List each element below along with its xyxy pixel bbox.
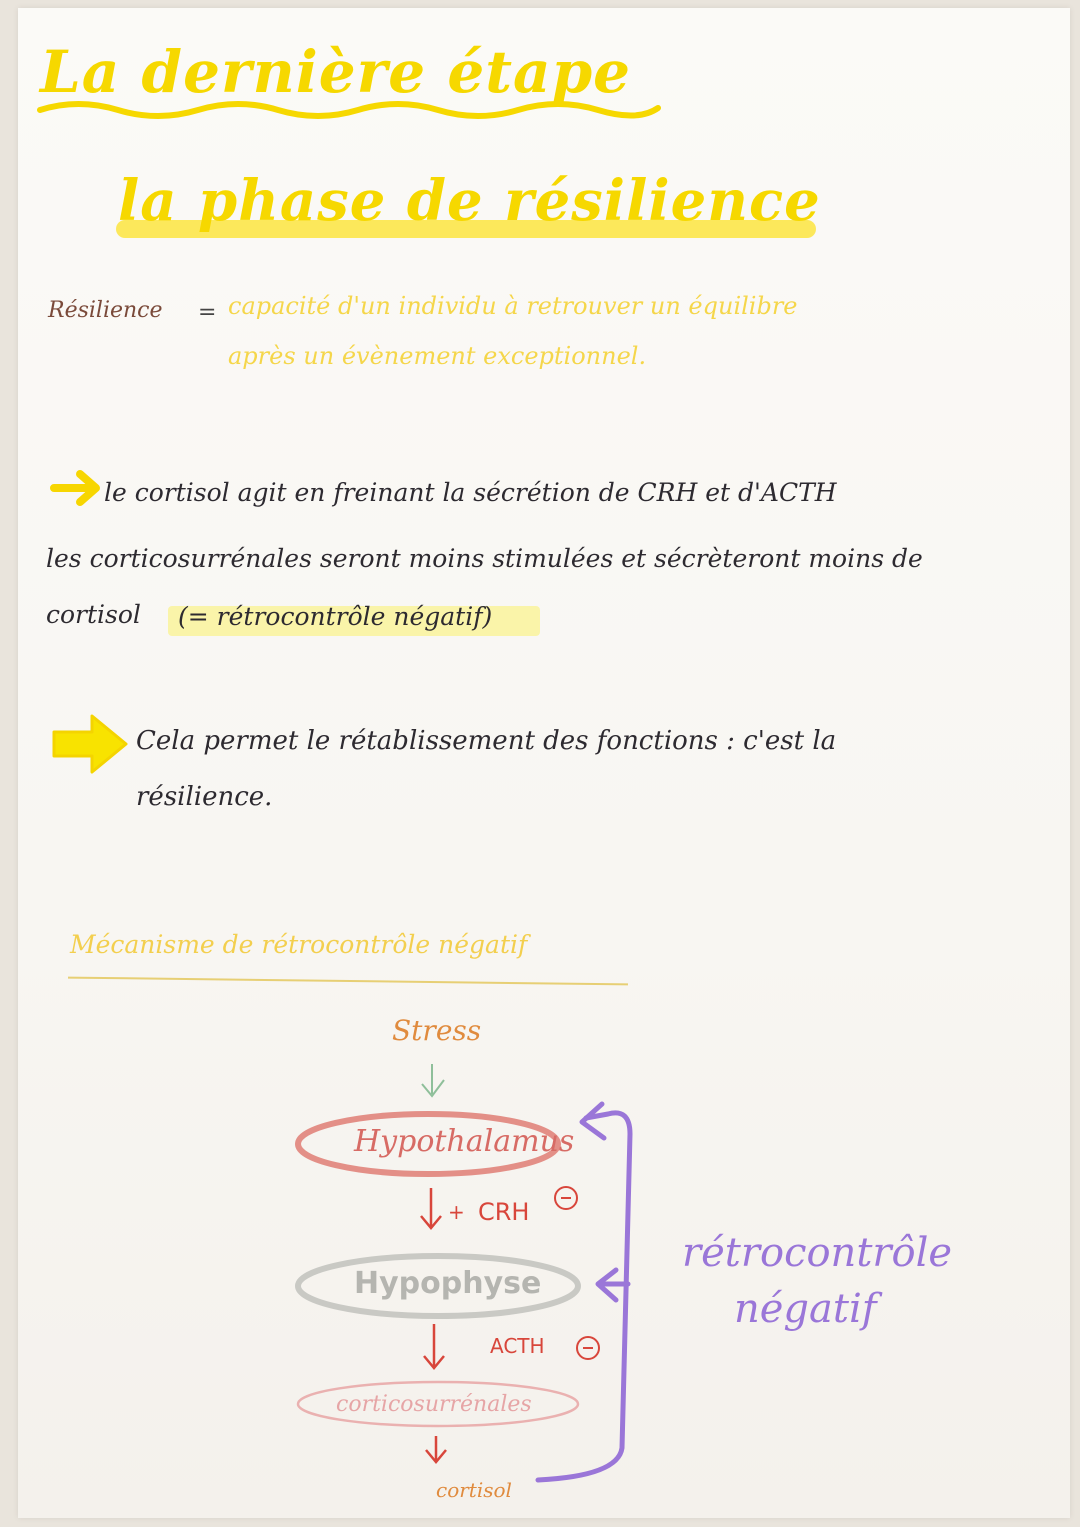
cortisol-arrow-icon xyxy=(426,1436,446,1462)
crh-label: CRH xyxy=(478,1198,530,1226)
feedback-loop-arrow-icon xyxy=(538,1104,630,1480)
minus-circle-icon-2 xyxy=(576,1336,600,1360)
definition-equals: = xyxy=(198,300,217,325)
paragraph-1-line-1: le cortisol agit en freinant la sécrétion de CRH et d'ACTH xyxy=(104,478,837,507)
definition-text-line-1: capacité d'un individu à retrouver un équilibre xyxy=(228,292,798,320)
hypothalamus-label: Hypothalamus xyxy=(354,1124,575,1159)
hypophyse-label: Hypophyse xyxy=(354,1266,542,1301)
minus-circle-icon xyxy=(554,1186,578,1210)
notebook-page xyxy=(18,8,1070,1518)
diagram-shapes xyxy=(18,8,1070,1518)
paragraph-1-line-2: les corticosurrénales seront moins stimulées et sécrèteront moins de xyxy=(46,544,923,573)
definition-text-line-2: après un évènement exceptionnel. xyxy=(228,342,647,370)
crh-plus-sign: + xyxy=(448,1200,465,1224)
definition-term: Résilience xyxy=(48,298,163,323)
paragraph-2-line-2: résilience. xyxy=(136,782,273,812)
paragraph-1-line-3-highlighted: (= rétrocontrôle négatif) xyxy=(178,602,493,631)
title-line-2: la phase de résilience xyxy=(118,168,821,234)
acth-label: ACTH xyxy=(490,1334,545,1358)
title-line-1: La dernière étape xyxy=(40,38,632,106)
stress-arrow-icon xyxy=(422,1064,444,1096)
cortisol-label: cortisol xyxy=(436,1478,512,1502)
diagram-section-title: Mécanisme de rétrocontrôle négatif xyxy=(70,930,528,959)
acth-arrow-icon xyxy=(424,1324,444,1368)
feedback-label-line-2: négatif xyxy=(734,1286,877,1332)
paragraph-1-line-3-prefix: cortisol xyxy=(46,600,141,629)
feedback-label-line-1: rétrocontrôle xyxy=(682,1230,953,1276)
corticosurrenales-label: corticosurrénales xyxy=(336,1392,532,1417)
paragraph-2-line-1: Cela permet le rétablissement des fonctions : c'est la xyxy=(136,726,837,756)
stress-label: Stress xyxy=(392,1014,482,1047)
crh-arrow-icon xyxy=(421,1188,441,1228)
